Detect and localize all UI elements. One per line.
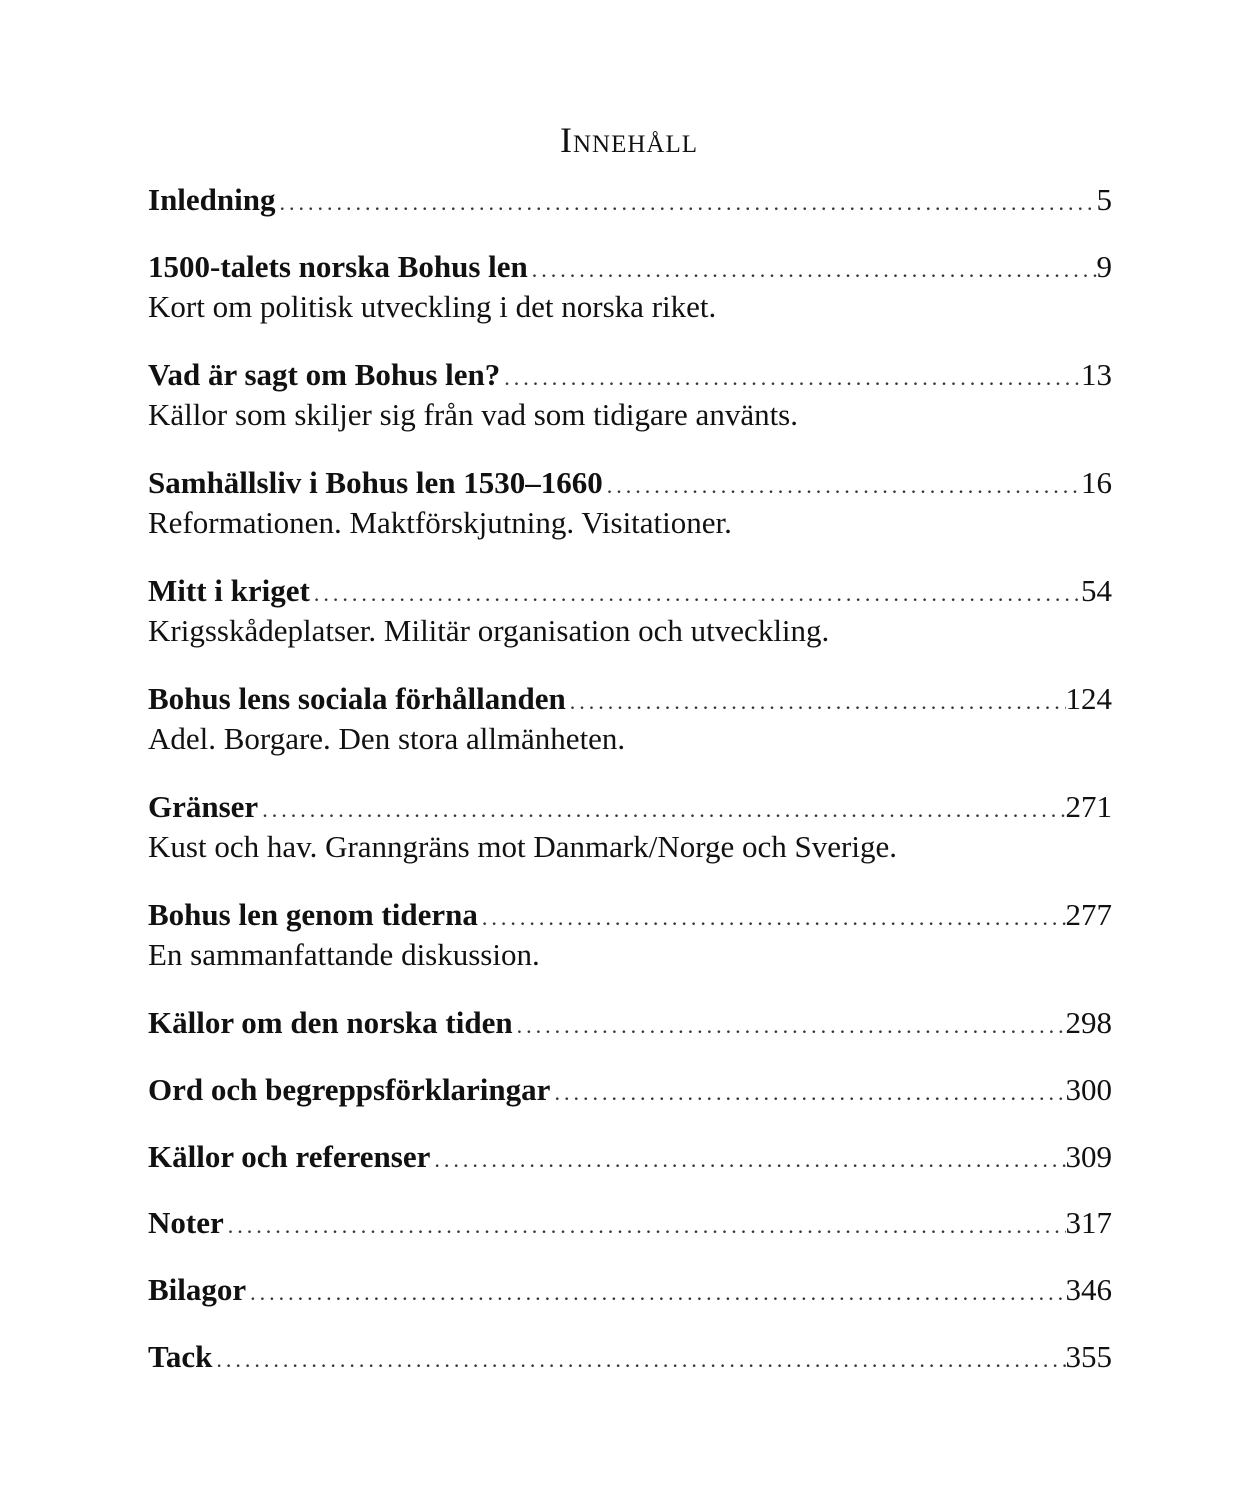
toc-entry-description: Kort om politisk utveckling i det norska riket. [148, 289, 717, 324]
toc-entry-page: 54 [1081, 573, 1112, 608]
toc-entry-title: Vad är sagt om Bohus len? [148, 357, 501, 392]
toc-entry-line [148, 1070, 1112, 1110]
dot-leader [430, 1140, 1065, 1180]
toc-entry [148, 1070, 1112, 1110]
dot-leader [550, 1073, 1065, 1113]
dot-leader [566, 682, 1066, 722]
toc-entry [148, 180, 1112, 220]
toc-entry-title: Mitt i kriget [148, 573, 310, 608]
toc-entry-line [148, 180, 1112, 220]
dot-leader [224, 1206, 1066, 1246]
toc-entry-page: 300 [1065, 1072, 1112, 1107]
toc-entry-line [148, 787, 1112, 827]
toc-entry-title: 1500-talets norska Bohus len [148, 249, 528, 284]
toc-entry-title: Gränser [148, 789, 259, 824]
toc-entry-description: Reformationen. Maktförskjutning. Visitationer. [148, 505, 732, 540]
toc-entry-page: 355 [1065, 1339, 1112, 1374]
dot-leader [528, 250, 1097, 290]
toc-entry-title: Källor och referenser [148, 1139, 431, 1174]
toc-entry [148, 679, 1112, 759]
toc-entry [148, 463, 1112, 543]
dot-leader [310, 574, 1081, 614]
toc-entry-line [148, 679, 1112, 719]
dot-leader [258, 790, 1065, 830]
dot-leader [500, 358, 1081, 398]
toc-entry-line [148, 1203, 1112, 1243]
toc-entry [148, 895, 1112, 975]
toc-entry [148, 1003, 1112, 1043]
toc-entry-description: Källor som skiljer sig från vad som tidigare använts. [148, 397, 799, 432]
toc-entry-description: Kust och hav. Granngräns mot Danmark/Norge och Sverige. [148, 829, 897, 864]
toc-entry-page: 124 [1065, 681, 1112, 716]
page-title: Innehåll [559, 120, 699, 161]
toc-entry-title: Bohus lens sociala förhållanden [148, 681, 566, 716]
toc-entry-line [148, 1270, 1112, 1310]
toc-entry [148, 1270, 1112, 1310]
dot-leader [212, 1340, 1065, 1380]
toc-entry-line [148, 1003, 1112, 1043]
toc-entry [148, 355, 1112, 435]
toc-entry-page: 277 [1065, 897, 1112, 932]
toc-entry-title: Bilagor [148, 1272, 247, 1307]
toc-entry-page: 309 [1065, 1139, 1112, 1174]
toc-entry-page: 16 [1081, 465, 1112, 500]
toc-entry [148, 1337, 1112, 1377]
toc-entry-description: En sammanfattande diskussion. [148, 937, 540, 972]
toc-entry-page: 317 [1065, 1205, 1112, 1240]
toc-entry-line [148, 1137, 1112, 1177]
toc-entry-title: Noter [148, 1205, 224, 1240]
toc-entry-title: Bohus len genom tiderna [148, 897, 478, 932]
toc-entry [148, 247, 1112, 327]
toc-entry-page: 13 [1081, 357, 1112, 392]
dot-leader [603, 466, 1081, 506]
dot-leader [478, 898, 1066, 938]
toc-entry-line [148, 1337, 1112, 1377]
toc-entry [148, 787, 1112, 867]
toc-entry-line [148, 463, 1112, 503]
toc-entry-line [148, 355, 1112, 395]
toc-entry-page: 346 [1065, 1272, 1112, 1307]
toc-entry-description: Adel. Borgare. Den stora allmänheten. [148, 721, 626, 756]
toc-entry-page: 271 [1065, 789, 1112, 824]
toc-entry-page: 298 [1065, 1005, 1112, 1040]
dot-leader [513, 1006, 1066, 1046]
toc-entry-title: Samhällsliv i Bohus len 1530–1660 [148, 465, 603, 500]
toc-entry-description: Krigsskådeplatser. Militär organisation och utveckling. [148, 613, 830, 648]
toc-entry-title: Inledning [148, 182, 276, 217]
dot-leader [276, 183, 1097, 223]
toc-entry-title: Tack [148, 1339, 213, 1374]
toc-entry [148, 1137, 1112, 1177]
toc-entry-page: 5 [1096, 182, 1112, 217]
toc-entry-title: Källor om den norska tiden [148, 1005, 513, 1040]
toc-entry-line [148, 247, 1112, 287]
dot-leader [246, 1273, 1065, 1313]
toc-entry-title: Ord och begreppsförklaringar [148, 1072, 551, 1107]
toc-entry [148, 1203, 1112, 1243]
toc-entry-line [148, 895, 1112, 935]
toc-entry [148, 571, 1112, 651]
toc-entry-page: 9 [1096, 249, 1112, 284]
toc-entry-line [148, 571, 1112, 611]
